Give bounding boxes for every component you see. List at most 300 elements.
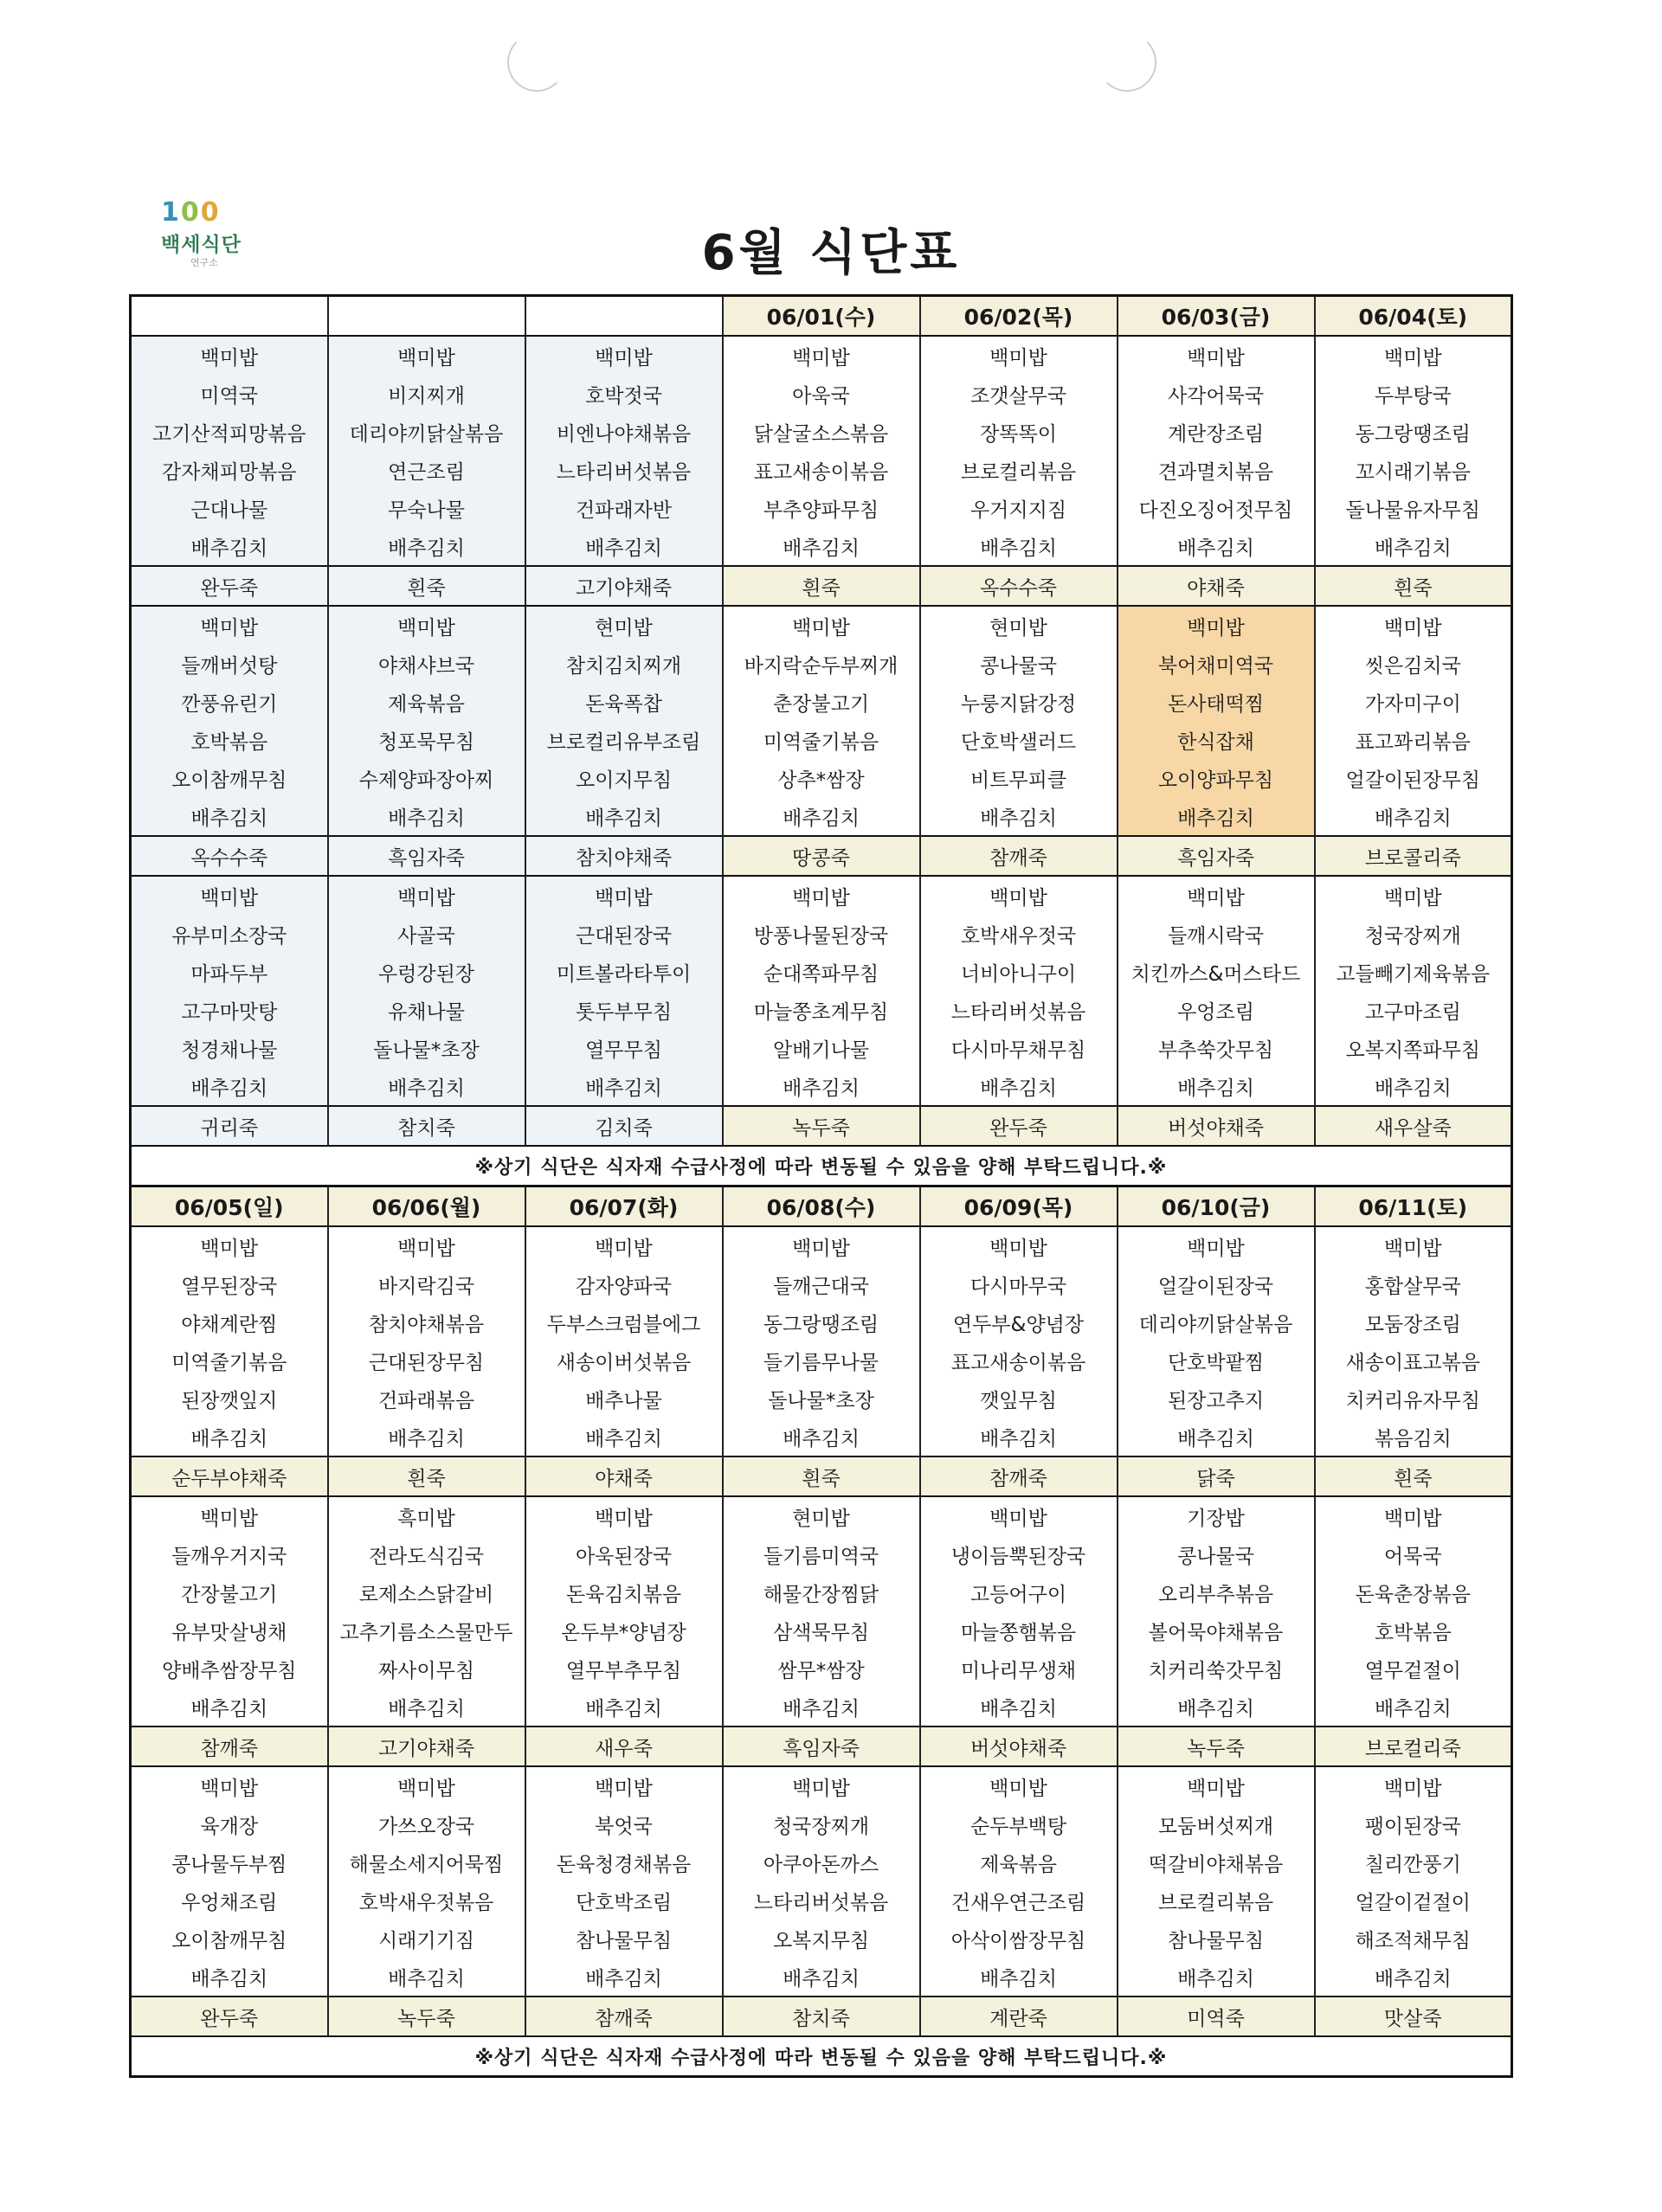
menu-item: 백미밥 bbox=[920, 876, 1118, 915]
menu-item: 우거지지짐 bbox=[920, 489, 1118, 527]
menu-item: 참치김치찌개 bbox=[525, 645, 723, 683]
porridge-item: 녹두죽 bbox=[328, 1997, 525, 2036]
porridge-item: 옥수수죽 bbox=[131, 836, 328, 876]
menu-item: 근대나물 bbox=[131, 489, 328, 527]
menu-item: 백미밥 bbox=[1315, 1496, 1512, 1535]
menu-item: 북어채미역국 bbox=[1118, 645, 1315, 683]
menu-item: 백미밥 bbox=[525, 1766, 723, 1805]
menu-item: 동그랑땡조림 bbox=[1315, 413, 1512, 451]
porridge-item: 흰죽 bbox=[723, 1456, 920, 1496]
porridge-item: 버섯야채죽 bbox=[920, 1727, 1118, 1766]
menu-item: 새송이표고볶음 bbox=[1315, 1341, 1512, 1379]
meal-row bbox=[131, 645, 1512, 683]
porridge-item: 흰죽 bbox=[1315, 1456, 1512, 1496]
menu-item: 백미밥 bbox=[920, 336, 1118, 375]
menu-item: 간장불고기 bbox=[131, 1573, 328, 1611]
menu-item: 누룽지닭강정 bbox=[920, 683, 1118, 721]
porridge-item: 김치죽 bbox=[525, 1106, 723, 1146]
menu-item: 건새우연근조림 bbox=[920, 1881, 1118, 1919]
menu-item: 해조적채무침 bbox=[1315, 1919, 1512, 1958]
porridge-item: 고기야채죽 bbox=[525, 566, 723, 606]
menu-item: 근대된장국 bbox=[525, 915, 723, 953]
menu-item: 데리야끼닭살볶음 bbox=[1118, 1303, 1315, 1341]
date-header: 06/09(목) bbox=[920, 1186, 1118, 1227]
menu-item: 백미밥 bbox=[525, 1496, 723, 1535]
menu-item: 다진오징어젓무침 bbox=[1118, 489, 1315, 527]
menu-item: 볶음김치 bbox=[1315, 1418, 1512, 1456]
menu-item: 꼬시래기볶음 bbox=[1315, 451, 1512, 489]
menu-item: 우렁강된장 bbox=[328, 953, 525, 991]
menu-item: 단호박샐러드 bbox=[920, 721, 1118, 759]
notice-row bbox=[131, 2036, 1512, 2077]
meal-row bbox=[131, 527, 1512, 566]
menu-item: 배추김치 bbox=[920, 1688, 1118, 1727]
menu-item: 호박볶음 bbox=[1315, 1611, 1512, 1649]
menu-item: 배추나물 bbox=[525, 1379, 723, 1418]
menu-item: 치킨까스&머스타드 bbox=[1118, 953, 1315, 991]
menu-item: 호박새우젓볶음 bbox=[328, 1881, 525, 1919]
menu-item: 배추김치 bbox=[1118, 1688, 1315, 1727]
menu-item: 배추김치 bbox=[328, 527, 525, 566]
porridge-item: 흰죽 bbox=[328, 566, 525, 606]
menu-item: 백미밥 bbox=[131, 1766, 328, 1805]
menu-item: 깐풍유린기 bbox=[131, 683, 328, 721]
menu-item: 백미밥 bbox=[131, 1496, 328, 1535]
menu-item: 짜사이무침 bbox=[328, 1649, 525, 1688]
menu-item: 수제양파장아찌 bbox=[328, 759, 525, 797]
menu-item: 백미밥 bbox=[525, 336, 723, 375]
menu-item: 조갯살무국 bbox=[920, 375, 1118, 413]
meal-row bbox=[131, 606, 1512, 645]
menu-item: 배추김치 bbox=[1118, 1418, 1315, 1456]
menu-item: 가자미구이 bbox=[1315, 683, 1512, 721]
menu-item: 표고새송이볶음 bbox=[920, 1341, 1118, 1379]
menu-item: 견과멸치볶음 bbox=[1118, 451, 1315, 489]
meal-row bbox=[131, 1029, 1512, 1067]
date-header: 06/10(금) bbox=[1118, 1186, 1315, 1227]
menu-item: 배추김치 bbox=[131, 1688, 328, 1727]
menu-item: 홍합살무국 bbox=[1315, 1265, 1512, 1303]
menu-item: 미트볼라타투이 bbox=[525, 953, 723, 991]
porridge-item: 귀리죽 bbox=[131, 1106, 328, 1146]
menu-item: 볼어묵야채볶음 bbox=[1118, 1611, 1315, 1649]
menu-item: 모둠버섯찌개 bbox=[1118, 1805, 1315, 1843]
menu-item: 열무무침 bbox=[525, 1029, 723, 1067]
menu-item: 고추기름소스물만두 bbox=[328, 1611, 525, 1649]
menu-item: 사각어묵국 bbox=[1118, 375, 1315, 413]
menu-item: 배추김치 bbox=[1315, 1067, 1512, 1106]
menu-item: 배추김치 bbox=[1118, 1067, 1315, 1106]
menu-item: 현미밥 bbox=[723, 1496, 920, 1535]
menu-item: 돈육춘장볶음 bbox=[1315, 1573, 1512, 1611]
porridge-item: 참치야채죽 bbox=[525, 836, 723, 876]
menu-item: 얼갈이겉절이 bbox=[1315, 1881, 1512, 1919]
porridge-item: 브로컬리죽 bbox=[1315, 1727, 1512, 1766]
menu-item: 배추김치 bbox=[920, 527, 1118, 566]
notice-text: ※상기 식단은 식자재 수급사정에 따라 변동될 수 있음을 양해 부탁드립니다.※ bbox=[131, 1146, 1512, 1186]
menu-item: 호박새우젓국 bbox=[920, 915, 1118, 953]
menu-item: 유채나물 bbox=[328, 991, 525, 1029]
menu-item: 백미밥 bbox=[131, 876, 328, 915]
menu-item: 느타리버섯볶음 bbox=[723, 1881, 920, 1919]
menu-item: 마늘쫑햄볶음 bbox=[920, 1611, 1118, 1649]
menu-item: 돈육청경채볶음 bbox=[525, 1843, 723, 1881]
date-header: 06/08(수) bbox=[723, 1186, 920, 1227]
porridge-item: 참깨죽 bbox=[525, 1997, 723, 2036]
meal-row bbox=[131, 1611, 1512, 1649]
menu-item: 백미밥 bbox=[1315, 336, 1512, 375]
menu-item: 감자채피망볶음 bbox=[131, 451, 328, 489]
meal-row bbox=[131, 797, 1512, 836]
menu-item: 오이참깨무침 bbox=[131, 1919, 328, 1958]
meal-row bbox=[131, 1688, 1512, 1727]
menu-item: 백미밥 bbox=[920, 1766, 1118, 1805]
menu-item: 백미밥 bbox=[1315, 1766, 1512, 1805]
menu-item: 동그랑땡조림 bbox=[723, 1303, 920, 1341]
porridge-item: 야채죽 bbox=[525, 1456, 723, 1496]
menu-item: 백미밥 bbox=[1118, 876, 1315, 915]
porridge-row bbox=[131, 566, 1512, 606]
menu-item: 배추김치 bbox=[723, 1418, 920, 1456]
menu-item: 순대쪽파무침 bbox=[723, 953, 920, 991]
menu-item: 칠리깐풍기 bbox=[1315, 1843, 1512, 1881]
porridge-item: 참깨죽 bbox=[131, 1727, 328, 1766]
menu-item: 백미밥 bbox=[328, 336, 525, 375]
porridge-item: 옥수수죽 bbox=[920, 566, 1118, 606]
menu-item: 배추김치 bbox=[131, 527, 328, 566]
menu-item: 백미밥 bbox=[525, 876, 723, 915]
menu-item: 브로컬리유부조림 bbox=[525, 721, 723, 759]
menu-item: 우엉조림 bbox=[1118, 991, 1315, 1029]
menu-item: 백미밥 bbox=[328, 1226, 525, 1265]
menu-item: 현미밥 bbox=[525, 606, 723, 645]
menu-item: 배추김치 bbox=[920, 1958, 1118, 1997]
meal-row bbox=[131, 1881, 1512, 1919]
menu-item: 콩나물국 bbox=[920, 645, 1118, 683]
menu-item: 백미밥 bbox=[328, 876, 525, 915]
meal-row bbox=[131, 721, 1512, 759]
menu-item: 미역줄기볶음 bbox=[131, 1341, 328, 1379]
porridge-item: 흑임자죽 bbox=[328, 836, 525, 876]
meal-row bbox=[131, 1843, 1512, 1881]
meal-row bbox=[131, 1341, 1512, 1379]
menu-item: 우엉채조림 bbox=[131, 1881, 328, 1919]
meal-row bbox=[131, 1067, 1512, 1106]
menu-item: 계란장조림 bbox=[1118, 413, 1315, 451]
menu-item: 비트무피클 bbox=[920, 759, 1118, 797]
menu-item: 상추*쌈장 bbox=[723, 759, 920, 797]
menu-item: 북엇국 bbox=[525, 1805, 723, 1843]
menu-item: 고구마조림 bbox=[1315, 991, 1512, 1029]
menu-item: 다시마무채무침 bbox=[920, 1029, 1118, 1067]
menu-item: 너비아니구이 bbox=[920, 953, 1118, 991]
menu-table bbox=[129, 294, 1513, 2078]
menu-item: 배추김치 bbox=[328, 797, 525, 836]
menu-item: 백미밥 bbox=[723, 1766, 920, 1805]
menu-item: 한식잡채 bbox=[1118, 721, 1315, 759]
menu-item: 온두부*양념장 bbox=[525, 1611, 723, 1649]
menu-item: 비엔나야채볶음 bbox=[525, 413, 723, 451]
binder-hole-left bbox=[507, 33, 566, 92]
menu-item: 백미밥 bbox=[328, 606, 525, 645]
meal-row bbox=[131, 413, 1512, 451]
menu-item: 백미밥 bbox=[920, 1496, 1118, 1535]
porridge-row bbox=[131, 1997, 1512, 2036]
date-header: 06/01(수) bbox=[723, 296, 920, 337]
porridge-item: 흰죽 bbox=[723, 566, 920, 606]
meal-row bbox=[131, 876, 1512, 915]
date-header: 06/04(토) bbox=[1315, 296, 1512, 337]
menu-item: 참나물무침 bbox=[1118, 1919, 1315, 1958]
menu-item: 호박볶음 bbox=[131, 721, 328, 759]
porridge-row bbox=[131, 1727, 1512, 1766]
menu-item: 건파래볶음 bbox=[328, 1379, 525, 1418]
menu-item: 배추김치 bbox=[328, 1688, 525, 1727]
menu-item: 시래기기짐 bbox=[328, 1919, 525, 1958]
porridge-item: 야채죽 bbox=[1118, 566, 1315, 606]
menu-item: 백미밥 bbox=[525, 1226, 723, 1265]
menu-item: 미나리무생채 bbox=[920, 1649, 1118, 1688]
menu-item: 호박젓국 bbox=[525, 375, 723, 413]
meal-row bbox=[131, 1379, 1512, 1418]
logo-text: 백세식단 bbox=[161, 234, 242, 256]
menu-item: 배추김치 bbox=[1315, 1688, 1512, 1727]
menu-item: 오리부추볶음 bbox=[1118, 1573, 1315, 1611]
menu-item: 유부맛살냉채 bbox=[131, 1611, 328, 1649]
menu-item: 백미밥 bbox=[723, 1226, 920, 1265]
menu-item: 느타리버섯볶음 bbox=[920, 991, 1118, 1029]
menu-item: 기장밥 bbox=[1118, 1496, 1315, 1535]
menu-item: 백미밥 bbox=[723, 336, 920, 375]
date-header: 06/05(일) bbox=[131, 1186, 328, 1227]
menu-item: 순두부백탕 bbox=[920, 1805, 1118, 1843]
date-header-row bbox=[131, 1186, 1512, 1227]
meal-row bbox=[131, 991, 1512, 1029]
porridge-item: 참치죽 bbox=[723, 1997, 920, 2036]
menu-item: 배추김치 bbox=[1118, 797, 1315, 836]
menu-item: 팽이된장국 bbox=[1315, 1805, 1512, 1843]
menu-item: 백미밥 bbox=[1315, 1226, 1512, 1265]
porridge-item: 참깨죽 bbox=[920, 1456, 1118, 1496]
menu-item: 씻은김치국 bbox=[1315, 645, 1512, 683]
porridge-item: 완두죽 bbox=[131, 566, 328, 606]
menu-item: 비지찌개 bbox=[328, 375, 525, 413]
menu-item: 미역줄기볶음 bbox=[723, 721, 920, 759]
menu-item: 배추김치 bbox=[525, 1418, 723, 1456]
menu-item: 들깨시락국 bbox=[1118, 915, 1315, 953]
menu-item: 로제소스닭갈비 bbox=[328, 1573, 525, 1611]
menu-item: 백미밥 bbox=[723, 876, 920, 915]
meal-row bbox=[131, 1805, 1512, 1843]
menu-item: 연두부&양념장 bbox=[920, 1303, 1118, 1341]
menu-item: 오복지쪽파무침 bbox=[1315, 1029, 1512, 1067]
porridge-row bbox=[131, 1456, 1512, 1496]
logo-mark-digit: 0 bbox=[180, 197, 199, 228]
menu-item: 배추김치 bbox=[328, 1067, 525, 1106]
meal-row bbox=[131, 1766, 1512, 1805]
menu-item: 미역국 bbox=[131, 375, 328, 413]
menu-item: 백미밥 bbox=[723, 606, 920, 645]
menu-item: 돌나물*초장 bbox=[328, 1029, 525, 1067]
binder-hole-right bbox=[1098, 33, 1156, 92]
meal-row bbox=[131, 489, 1512, 527]
porridge-row bbox=[131, 836, 1512, 876]
menu-item: 연근조림 bbox=[328, 451, 525, 489]
menu-item: 배추김치 bbox=[723, 1958, 920, 1997]
porridge-item: 계란죽 bbox=[920, 1997, 1118, 2036]
menu-item: 해물간장찜닭 bbox=[723, 1573, 920, 1611]
menu-item: 청경채나물 bbox=[131, 1029, 328, 1067]
meal-row bbox=[131, 451, 1512, 489]
menu-item: 돈사태떡찜 bbox=[1118, 683, 1315, 721]
menu-item: 전라도식김국 bbox=[328, 1535, 525, 1573]
menu-item: 배추김치 bbox=[1315, 797, 1512, 836]
menu-item: 근대된장무침 bbox=[328, 1341, 525, 1379]
porridge-item: 맛살죽 bbox=[1315, 1997, 1512, 2036]
menu-item: 열무된장국 bbox=[131, 1265, 328, 1303]
menu-item: 배추김치 bbox=[723, 527, 920, 566]
menu-item: 고기산적피망볶음 bbox=[131, 413, 328, 451]
menu-item: 배추김치 bbox=[1315, 1958, 1512, 1997]
menu-item: 마늘쫑초계무침 bbox=[723, 991, 920, 1029]
menu-item: 들기름미역국 bbox=[723, 1535, 920, 1573]
menu-item: 냉이듬뿍된장국 bbox=[920, 1535, 1118, 1573]
menu-item: 데리야끼닭살볶음 bbox=[328, 413, 525, 451]
menu-item: 돌나물유자무침 bbox=[1315, 489, 1512, 527]
menu-item: 알배기나물 bbox=[723, 1029, 920, 1067]
menu-item: 현미밥 bbox=[920, 606, 1118, 645]
menu-item: 오이지무침 bbox=[525, 759, 723, 797]
porridge-item: 닭죽 bbox=[1118, 1456, 1315, 1496]
menu-item: 표고꽈리볶음 bbox=[1315, 721, 1512, 759]
porridge-item: 순두부야채죽 bbox=[131, 1456, 328, 1496]
porridge-item: 흰죽 bbox=[328, 1456, 525, 1496]
menu-item: 배추김치 bbox=[525, 1958, 723, 1997]
menu-item: 들깨우거지국 bbox=[131, 1535, 328, 1573]
menu-item: 백미밥 bbox=[131, 336, 328, 375]
menu-item: 사골국 bbox=[328, 915, 525, 953]
menu-item: 백미밥 bbox=[1315, 606, 1512, 645]
menu-item: 새송이버섯볶음 bbox=[525, 1341, 723, 1379]
menu-item: 어묵국 bbox=[1315, 1535, 1512, 1573]
menu-item: 배추김치 bbox=[131, 797, 328, 836]
menu-item: 육개장 bbox=[131, 1805, 328, 1843]
menu-item: 배추김치 bbox=[920, 1418, 1118, 1456]
menu-item: 제육볶음 bbox=[328, 683, 525, 721]
menu-item: 돌나물*초장 bbox=[723, 1379, 920, 1418]
date-header: 06/06(월) bbox=[328, 1186, 525, 1227]
meal-row bbox=[131, 953, 1512, 991]
menu-item: 양배추쌈장무침 bbox=[131, 1649, 328, 1688]
menu-item: 참치야채볶음 bbox=[328, 1303, 525, 1341]
meal-row bbox=[131, 683, 1512, 721]
menu-item: 야채샤브국 bbox=[328, 645, 525, 683]
menu-item: 백미밥 bbox=[328, 1766, 525, 1805]
menu-item: 백미밥 bbox=[1118, 606, 1315, 645]
menu-item: 배추김치 bbox=[525, 1688, 723, 1727]
menu-item: 들깨버섯탕 bbox=[131, 645, 328, 683]
menu-item: 배추김치 bbox=[131, 1418, 328, 1456]
menu-item: 청국장찌개 bbox=[723, 1805, 920, 1843]
menu-item: 배추김치 bbox=[1118, 527, 1315, 566]
menu-item: 깻잎무침 bbox=[920, 1379, 1118, 1418]
menu-item: 배추김치 bbox=[525, 1067, 723, 1106]
menu-item: 아욱된장국 bbox=[525, 1535, 723, 1573]
menu-item: 배추김치 bbox=[131, 1067, 328, 1106]
date-header bbox=[328, 296, 525, 337]
menu-item: 돈육폭찹 bbox=[525, 683, 723, 721]
menu-item: 백미밥 bbox=[131, 606, 328, 645]
menu-item: 배추김치 bbox=[723, 797, 920, 836]
menu-item: 톳두부무침 bbox=[525, 991, 723, 1029]
menu-item: 백미밥 bbox=[1315, 876, 1512, 915]
menu-item: 배추김치 bbox=[1118, 1958, 1315, 1997]
menu-item: 배추김치 bbox=[525, 527, 723, 566]
menu-item: 다시마무국 bbox=[920, 1265, 1118, 1303]
notice-text: ※상기 식단은 식자재 수급사정에 따라 변동될 수 있음을 양해 부탁드립니다.※ bbox=[131, 2036, 1512, 2077]
menu-item: 백미밥 bbox=[1118, 1766, 1315, 1805]
menu-item: 백미밥 bbox=[1118, 336, 1315, 375]
porridge-item: 참치죽 bbox=[328, 1106, 525, 1146]
porridge-item: 새우살죽 bbox=[1315, 1106, 1512, 1146]
menu-item: 야채계란찜 bbox=[131, 1303, 328, 1341]
menu-item: 부추양파무침 bbox=[723, 489, 920, 527]
menu-item: 고들빼기제육볶음 bbox=[1315, 953, 1512, 991]
porridge-item: 고기야채죽 bbox=[328, 1727, 525, 1766]
meal-row bbox=[131, 1535, 1512, 1573]
menu-item: 두부탕국 bbox=[1315, 375, 1512, 413]
menu-item: 장똑똑이 bbox=[920, 413, 1118, 451]
porridge-item: 완두죽 bbox=[131, 1997, 328, 2036]
porridge-item: 녹두죽 bbox=[723, 1106, 920, 1146]
menu-item: 제육볶음 bbox=[920, 1843, 1118, 1881]
menu-item: 춘장불고기 bbox=[723, 683, 920, 721]
menu-item: 참나물무침 bbox=[525, 1919, 723, 1958]
meal-row bbox=[131, 915, 1512, 953]
menu-item: 백미밥 bbox=[131, 1226, 328, 1265]
meal-row bbox=[131, 1303, 1512, 1341]
menu-item: 콩나물국 bbox=[1118, 1535, 1315, 1573]
menu-item: 마파두부 bbox=[131, 953, 328, 991]
porridge-item: 흑임자죽 bbox=[1118, 836, 1315, 876]
menu-item: 열무겉절이 bbox=[1315, 1649, 1512, 1688]
menu-item: 배추김치 bbox=[328, 1958, 525, 1997]
menu-item: 들기름무나물 bbox=[723, 1341, 920, 1379]
meal-row bbox=[131, 1265, 1512, 1303]
menu-item: 해물소세지어묵찜 bbox=[328, 1843, 525, 1881]
porridge-item: 참깨죽 bbox=[920, 836, 1118, 876]
menu-item: 오이참깨무침 bbox=[131, 759, 328, 797]
notice-row bbox=[131, 1146, 1512, 1186]
porridge-item: 완두죽 bbox=[920, 1106, 1118, 1146]
meal-row bbox=[131, 375, 1512, 413]
menu-item: 두부스크럼블에그 bbox=[525, 1303, 723, 1341]
page-title: 6월 식단표 bbox=[701, 225, 961, 281]
porridge-item: 흑임자죽 bbox=[723, 1727, 920, 1766]
meal-row bbox=[131, 1958, 1512, 1997]
date-header: 06/02(목) bbox=[920, 296, 1118, 337]
menu-item: 배추김치 bbox=[723, 1067, 920, 1106]
menu-item: 배추김치 bbox=[525, 797, 723, 836]
meal-row bbox=[131, 1226, 1512, 1265]
menu-item: 표고새송이볶음 bbox=[723, 451, 920, 489]
date-header-row bbox=[131, 296, 1512, 337]
menu-item: 무숙나물 bbox=[328, 489, 525, 527]
porridge-item: 브로콜리죽 bbox=[1315, 836, 1512, 876]
menu-item: 백미밥 bbox=[1118, 1226, 1315, 1265]
menu-item: 건파래자반 bbox=[525, 489, 723, 527]
menu-item: 단호박팥찜 bbox=[1118, 1341, 1315, 1379]
